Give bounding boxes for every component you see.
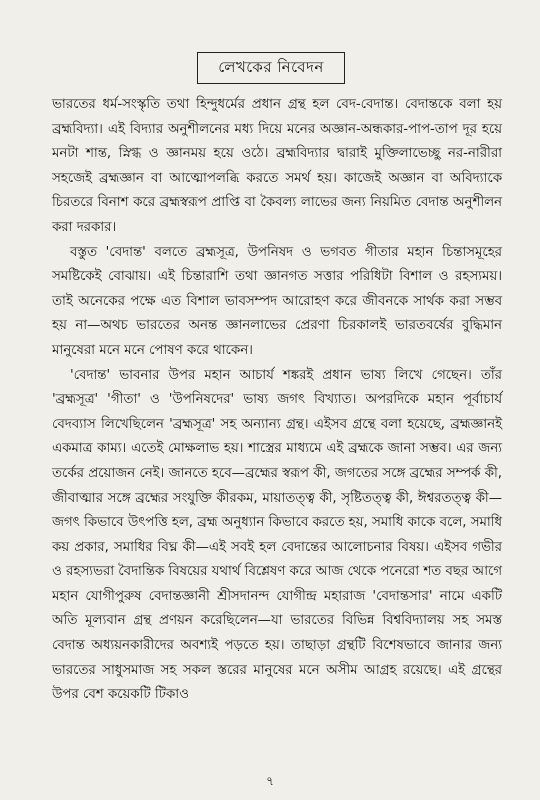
paragraph: ভারতের ধর্ম-সংস্কৃতি তথা হিন্দুধর্মের প্রধান গ্রন্থ হল বেদ-বেদান্ত। বেদান্তকে বলা হয় ব্রহ্মবিদ্যা। এই বিদ্যার অনুশীলনের মধ্য দিয়ে মনের অজ্ঞান-অন্ধকার-পাপ-তাপ দূর হয়ে মনটা শান্ত, স্নিগ্ধ ও জ্ঞানময় হয়ে ওঠে। ব্রহ্মবিদ্যার দ্বারাই মুক্তিলাভেচ্ছু নর-নারীরা সহজেই ব্রহ্মজ্ঞান বা আত্মোপলব্ধি করতে সমর্থ হয়। কাজেই অজ্ঞান বা অবিদ্যাকে চিরতরে বিনাশ করে ব্রহ্মস্বরূপ প্রাপ্তি বা কৈবল্য লাভের জন্য নিয়মিত বেদান্ত অনুশীলন করা দরকার। xyxy=(52,97,502,235)
paragraph: বস্তুত 'বেদান্ত' বলতে ব্রহ্মসূত্র, উপনিষদ ও ভগবত গীতার মহান চিন্তাসমূহের সমষ্টিকেই বোঝায়। এই চিন্তারাশি তথা জ্ঞানগত সত্তার পরিধিটা বিশাল ও রহস্যময়। তাই অনেকের পক্ষে এত বিশাল ভাবসম্পদ আরোহণ করে জীবনকে সার্থক করা সম্ভব হয় না—অথচ ভারতের অনন্ত জ্ঞানলাভের প্রেরণা চিরকালই ভারতবর্ষের বুদ্ধিমান মানুষেরা মনে মনে পোষণ করে থাকেন। xyxy=(52,244,502,358)
page-title: লেখকের নিবেদন xyxy=(197,52,345,84)
body-text xyxy=(52,93,502,708)
paragraph: 'বেদান্ত' ভাবনার উপর মহান আচার্য শঙ্করই প্রধান ভাষ্য লিখে গেছেন। তাঁর 'ব্রহ্মসূত্র' 'গীতা' ও 'উপনিষদের' ভাষ্য জগৎ বিখ্যাত। অপরদিকে মহান পূর্বাচার্য বেদব্যাস লিখেছিলেন 'ব্রহ্মসূত্র' সহ অন্যান্য গ্রন্থ। এইসব গ্রন্থে বলা হয়েছে, ব্রহ্মজ্ঞানই একমাত্র কাম্য। এতেই মোক্ষলাভ হয়। শাস্ত্রের মাধ্যমে এই ব্রহ্মকে জানা সম্ভব। এর জন্য তর্কের প্রয়োজন নেই। জানতে হবে—ব্রহ্মের স্বরূপ কী, জগতের সঙ্গে ব্রহ্মের সম্পর্ক কী, জীবাত্মার সঙ্গে ব্রহ্মের সংযুক্তি কীরকম, মায়াতত্ত্ব কী, সৃষ্টিতত্ত্ব কী, ঈশ্বরতত্ত্ব কী—জগৎ কিভাবে উৎপত্তি হল, ব্রহ্ম অনুধ্যান কিভাবে করতে হয়, সমাধি কাকে বলে, সমাধি কয় প্রকার, সমাধির বিঘ্ন কী—এই সবই হল বেদান্তের আলোচনার বিষয়। এইসব গভীর ও রহস্যভরা বৈদান্তিক বিষয়ের যথার্থ বিশ্লেষণ করে আজ থেকে পনেরো শত বছর আগে মহান যোগীপুরুষ বেদান্তজ্ঞানী শ্রীসদানন্দ যোগীন্দ্র মহারাজ 'বেদান্তসার' নামে একটি অতি মূল্যবান গ্রন্থ প্রণয়ন করেছিলেন—যা ভারতের বিভিন্ন বিশ্ববিদ্যালয় সহ সমস্ত বেদান্ত অধ্যয়নকারীদের অবশ্যই পড়তে হয়। তাছাড়া গ্রন্থটি বিশেষভাবে জানার জন্য ভারতের সাধুসমাজ সহ সকল স্তরের মানুষের মনে অসীম আগ্রহ রয়েছে। এই গ্রন্থের উপর বেশ কয়েকটি টিকাও xyxy=(52,367,502,703)
page-number: ৭ xyxy=(266,774,274,788)
